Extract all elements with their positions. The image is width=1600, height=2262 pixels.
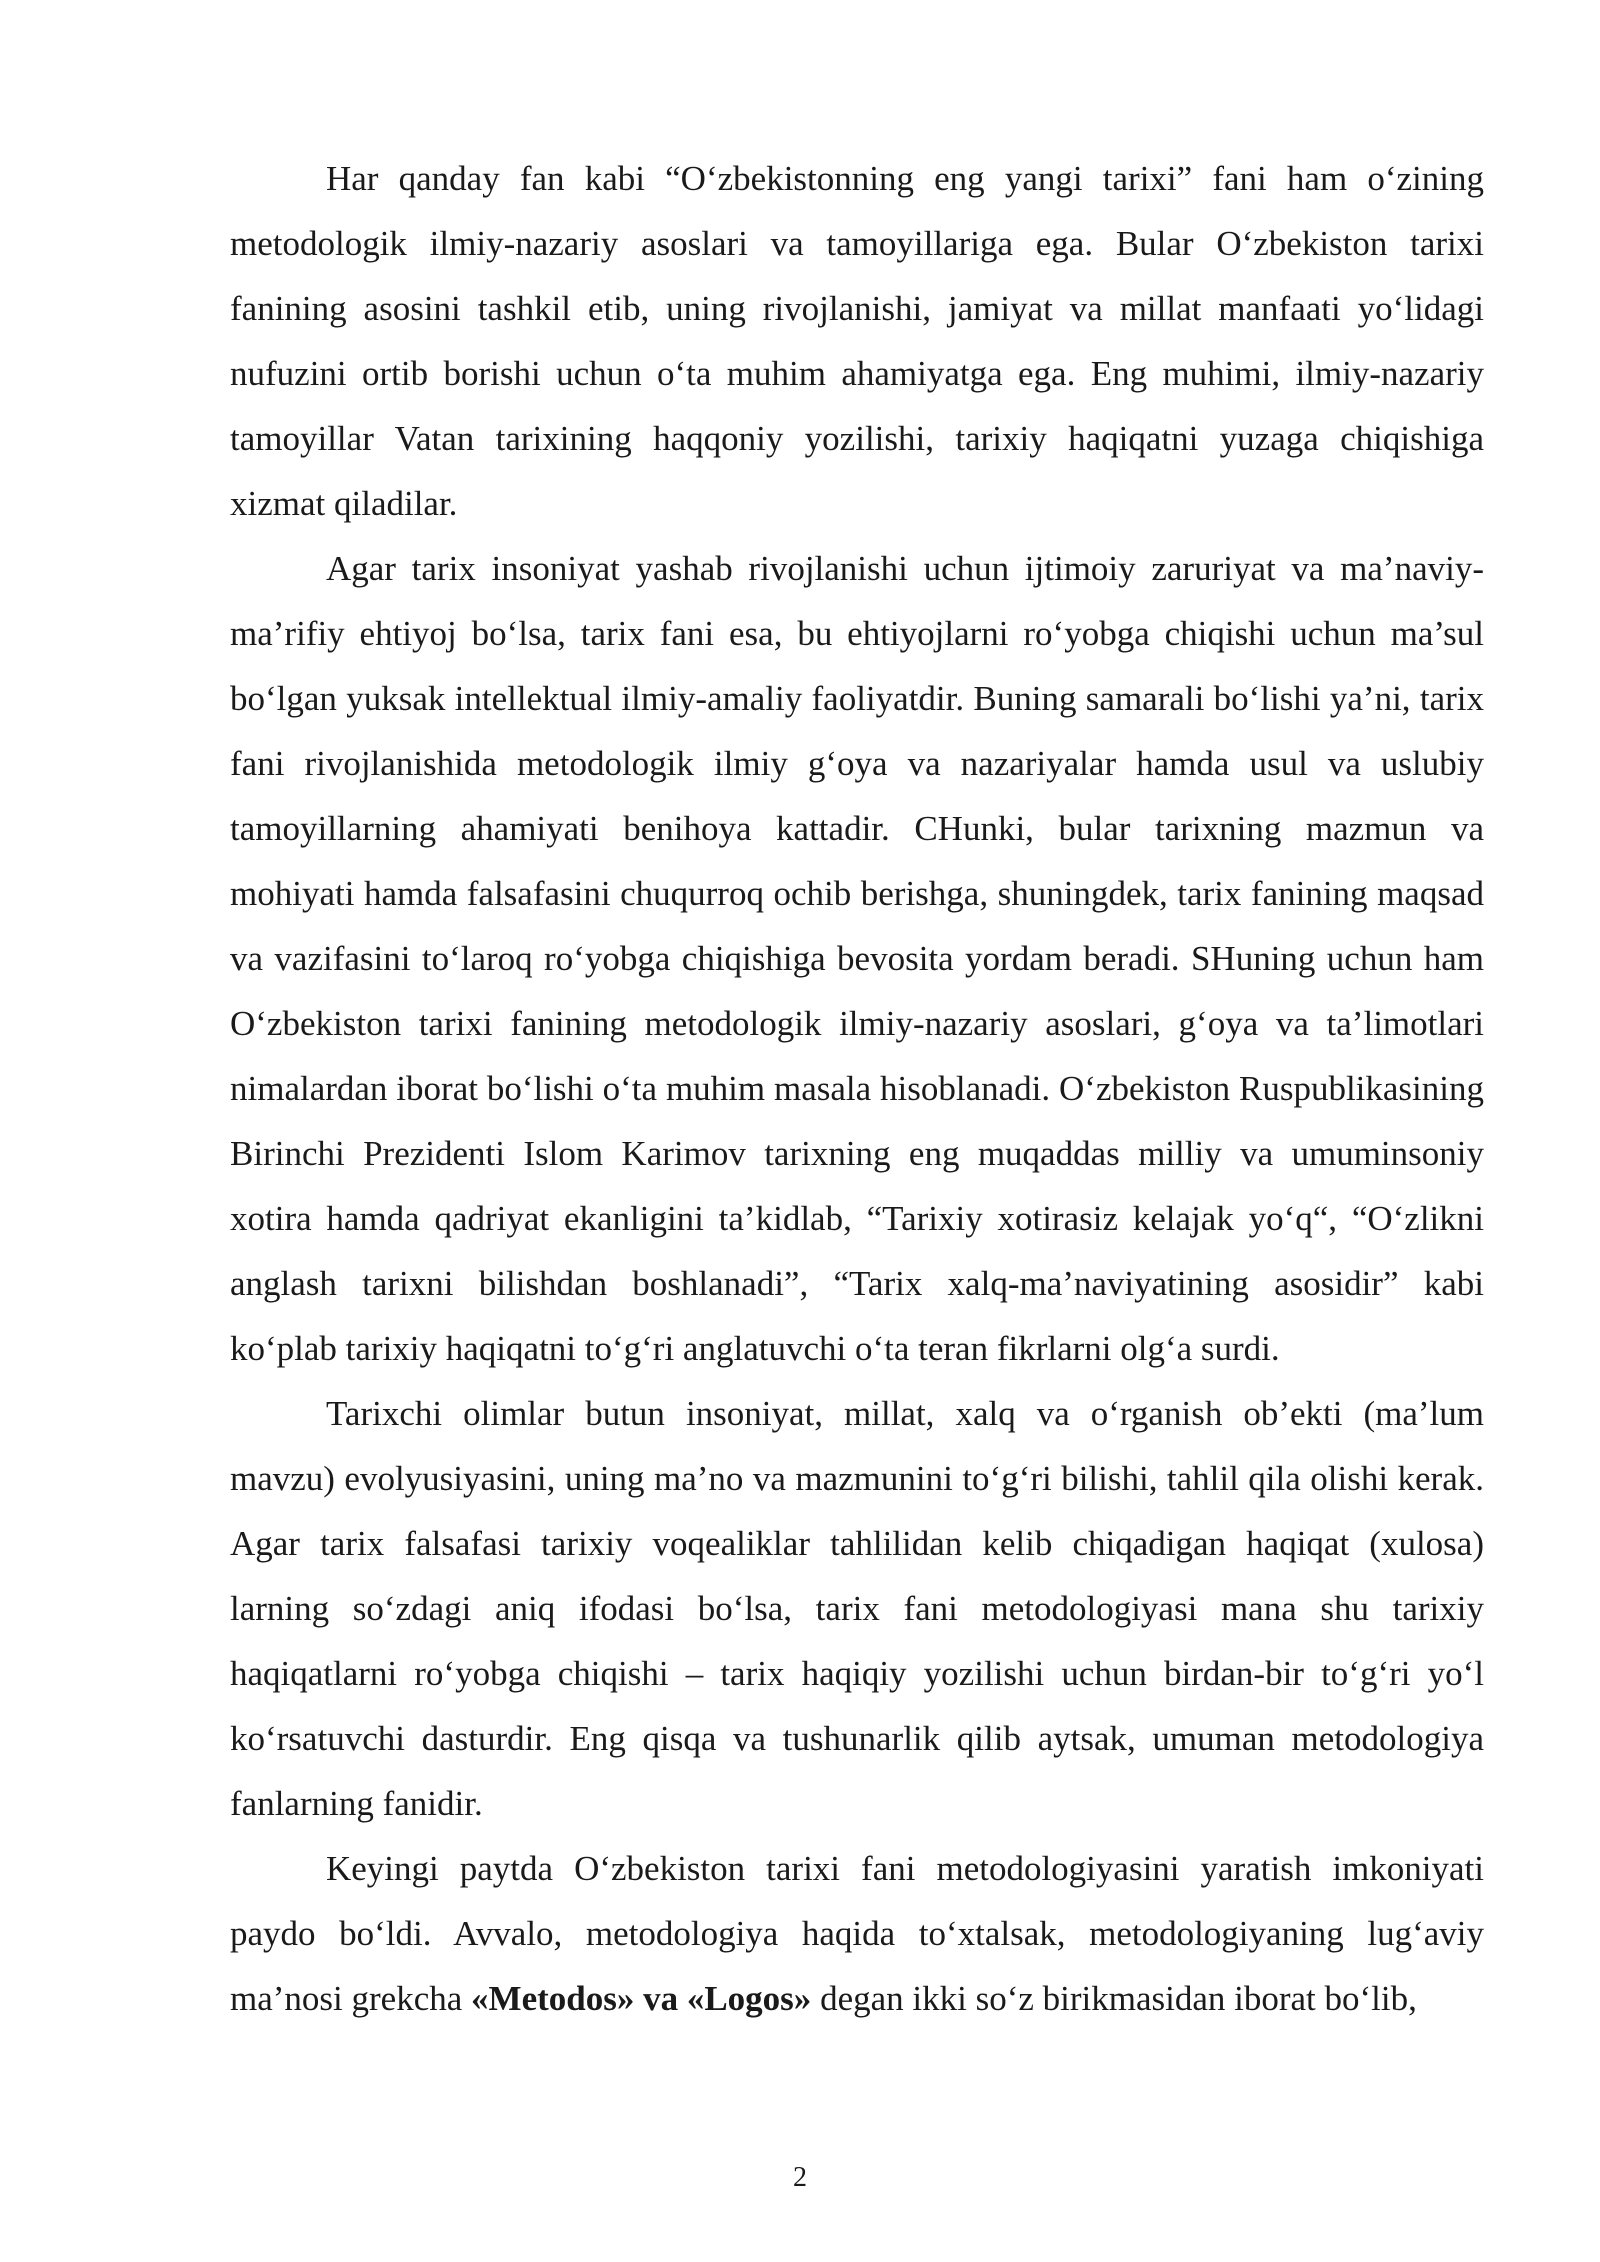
paragraph-4-text-before: Keyingi paytda O‘zbekiston tarixi fani metodologiyasini yaratish imkoniyati paydo bo‘ldi. Avvalo, metodologiya haqida to‘xtalsak, metodologiyaning lug‘aviy ma’nosi grekcha [230, 1849, 1484, 2018]
paragraph-1: Har qanday fan kabi “O‘zbekistonning eng yangi tarixi” fani ham o‘zining metodologik ilmiy-nazariy asoslari va tamoyillariga ega. Bular O‘zbekiston tarixi fanining asosini tashkil etib, uning rivojlanishi, jamiyat va millat manfaati yo‘lidagi nufuzini ortib borishi uchun o‘ta muhim ahamiyatga ega. Eng muhimi, ilmiy-nazariy tamoyillar Vatan tarixining haqqoniy yozilishi, tarixiy haqiqatni yuzaga chiqishiga xizmat qiladilar. [230, 159, 1484, 523]
paragraph-2: Agar tarix insoniyat yashab rivojlanishi uchun ijtimoiy zaruriyat va ma’naviy-ma’rifiy ehtiyoj bo‘lsa, tarix fani esa, bu ehtiyojlarni ro‘yobga chiqishi uchun ma’sul bo‘lgan yuksak intellektual ilmiy-amaliy faoliyatdir. Buning samarali bo‘lishi ya’ni, tarix fani rivojlanishida metodologik ilmiy g‘oya va nazariyalar hamda usul va uslubiy tamoyillarning ahamiyati benihoya kattadir. CHunki, bular tarixning mazmun va mohiyati hamda falsafasini chuqurroq ochib berishga, shuningdek, tarix fanining maqsad va vazifasini to‘laroq ro‘yobga chiqishiga bevosita yordam beradi. SHuning uchun ham O‘zbekiston tarixi fanining metodologik ilmiy-nazariy asoslari, g‘oya va ta’limotlari nimalardan iborat bo‘lishi o‘ta muhim masala hisoblanadi. O‘zbekiston Ruspublikasining Birinchi Prezidenti Islom Karimov tarixning eng muqaddas milliy va umuminsoniy xotira hamda qadriyat ekanligini ta’kidlab, “Tarixiy xotirasiz kelajak yo‘q“, “O‘zlikni anglash tarixni bilishdan boshlanadi”, “Tarix xalq-ma’naviyatining asosidir” kabi ko‘plab tarixiy haqiqatni to‘g‘ri anglatuvchi o‘ta teran fikrlarni olg‘a surdi. [230, 549, 1484, 1368]
paragraph-4 [230, 1836, 1484, 2031]
paragraph-4-text-after: degan ikki so‘z birikmasidan iborat bo‘lib, [811, 1979, 1417, 2018]
paragraph-4-bold-terms: «Metodos» va «Logos» [471, 1979, 812, 2018]
document-body [230, 146, 1484, 2031]
paragraph-3: Tarixchi olimlar butun insoniyat, millat, xalq va o‘rganish ob’ekti (ma’lum mavzu) evolyusiyasini, uning ma’no va mazmunini to‘g‘ri bilishi, tahlil qila olishi kerak. Agar tarix falsafasi tarixiy voqealiklar tahlilidan kelib chiqadigan haqiqat (xulosa) larning so‘zdagi aniq ifodasi bo‘lsa, tarix fani metodologiyasi mana shu tarixiy haqiqatlarni ro‘yobga chiqishi – tarix haqiqiy yozilishi uchun birdan-bir to‘g‘ri yo‘l ko‘rsatuvchi dasturdir. Eng qisqa va tushunarlik qilib aytsak, umuman metodologiya fanlarning fanidir. [230, 1394, 1484, 1823]
page-number: 2 [793, 2162, 807, 2193]
